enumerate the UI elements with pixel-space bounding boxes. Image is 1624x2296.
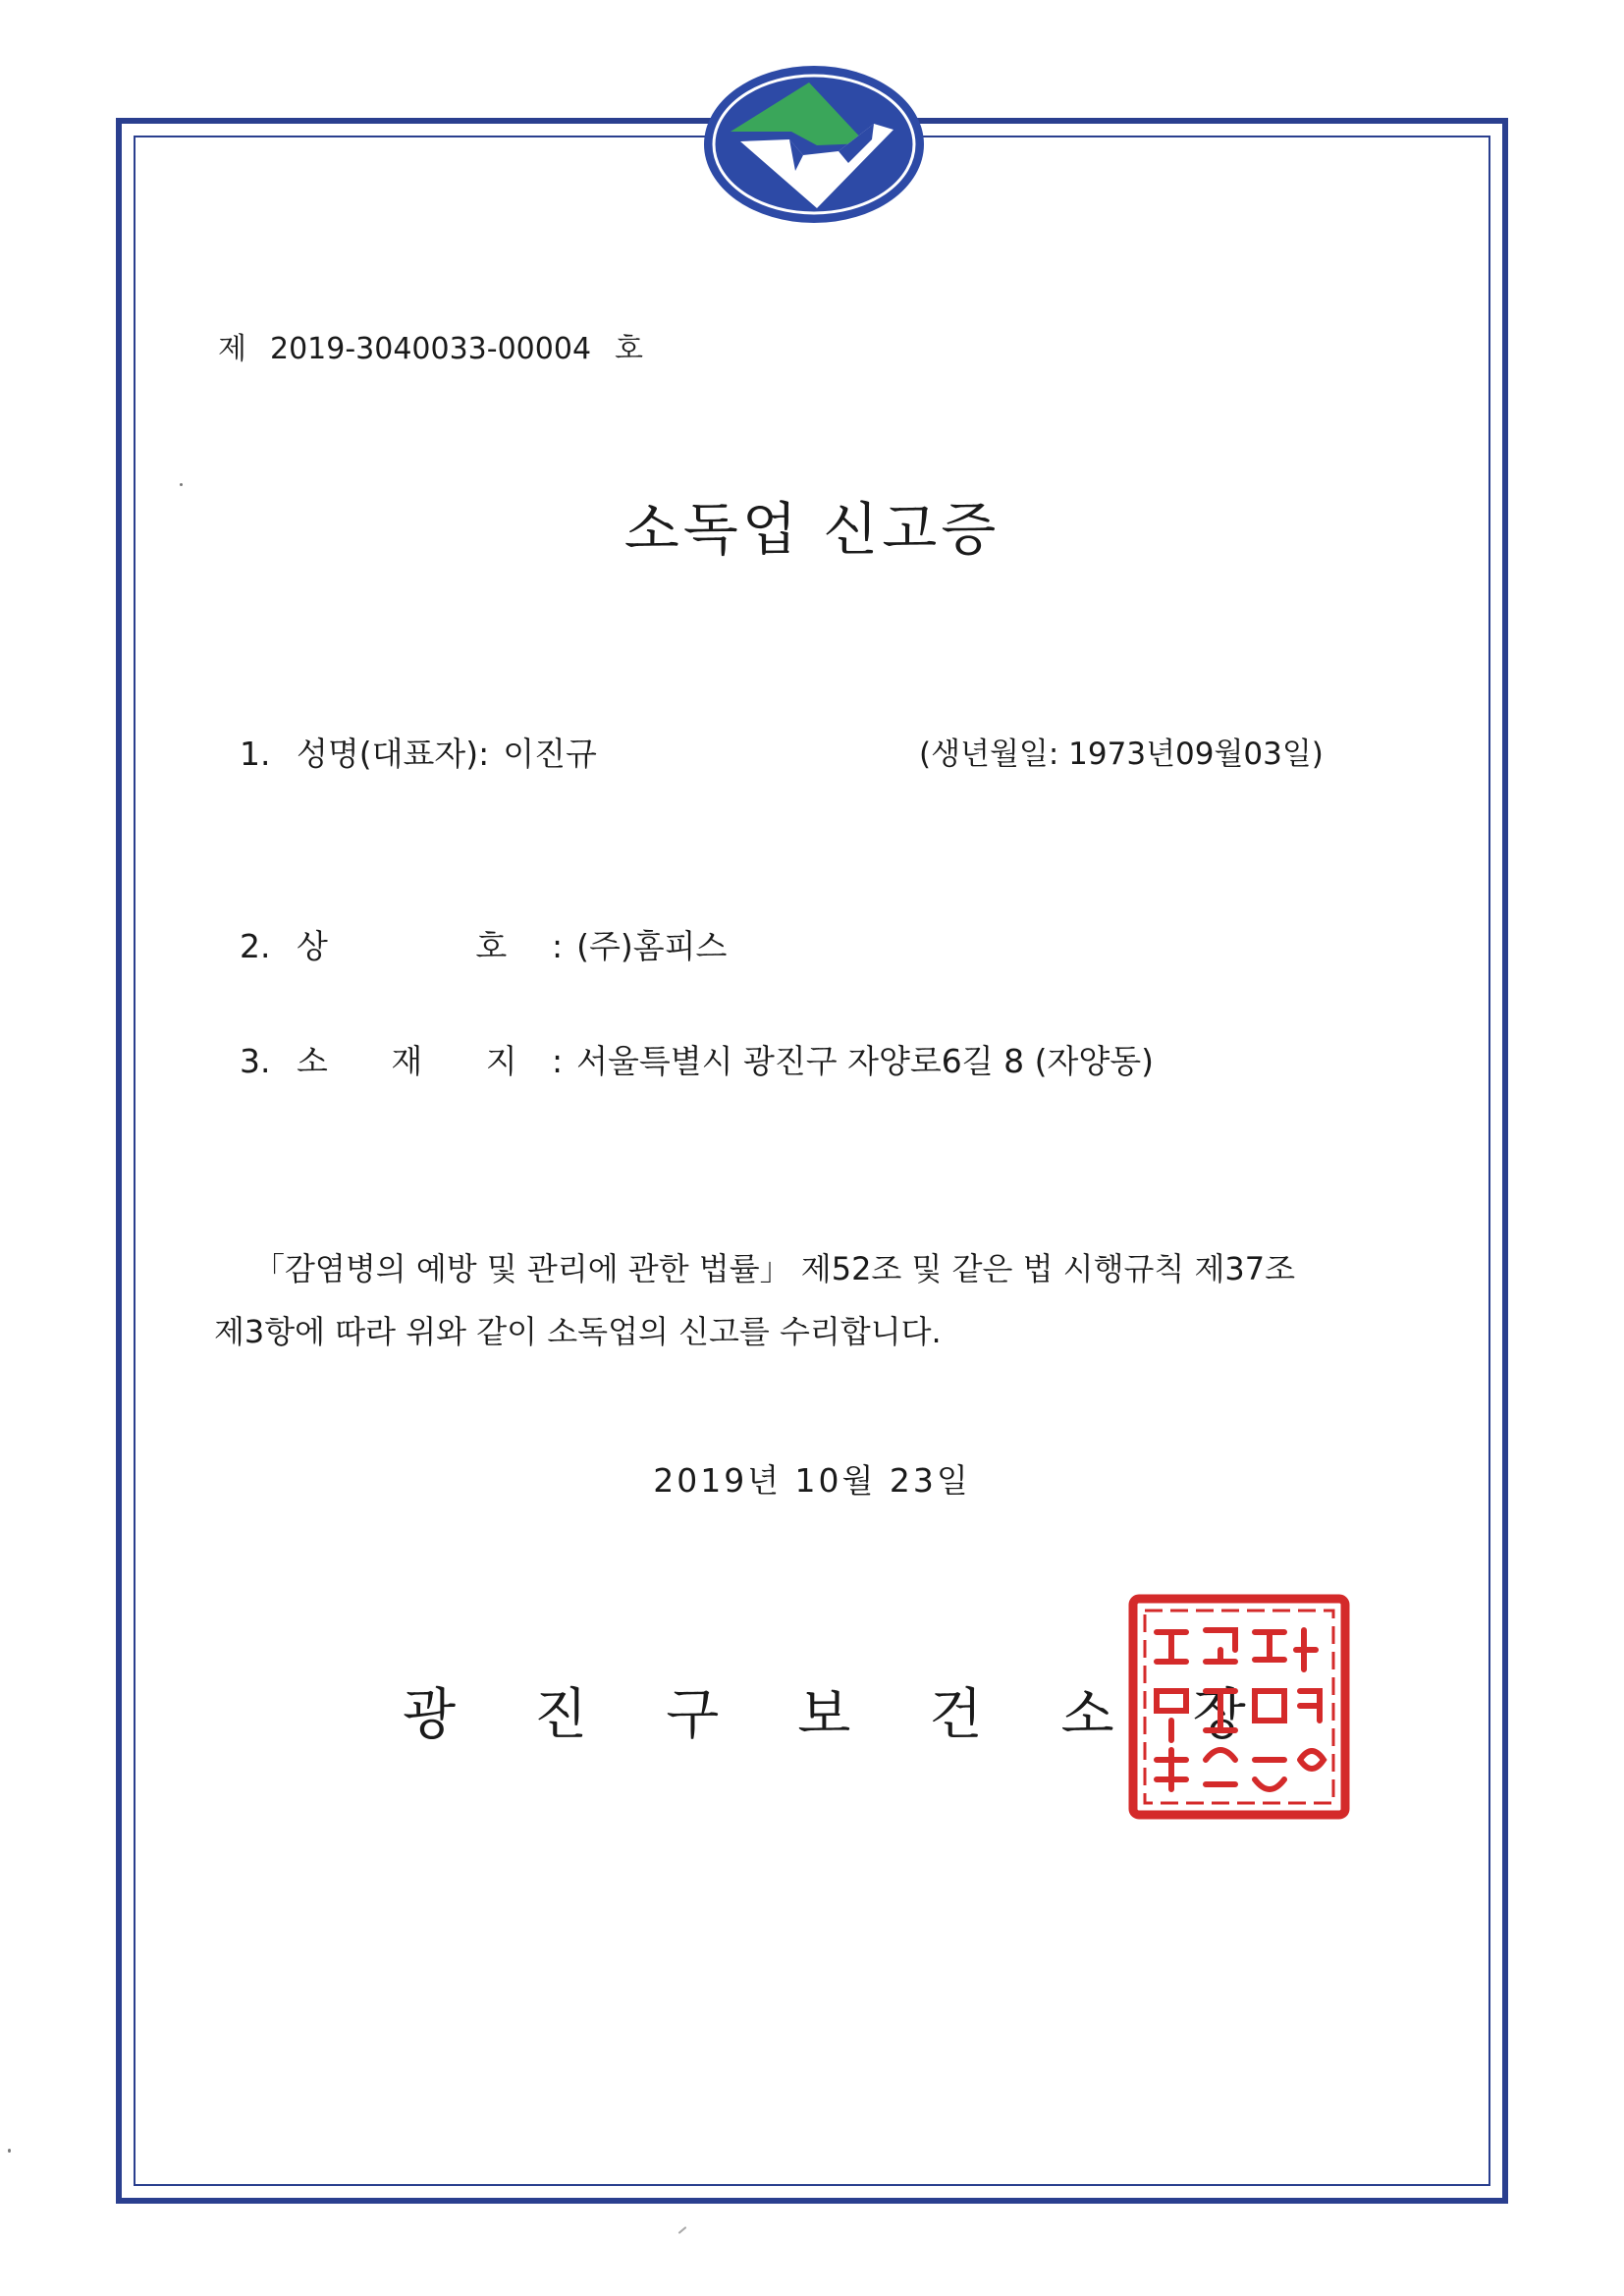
field-representative: 1. 성명(대표자): 이진규 bbox=[240, 729, 597, 775]
issuer-name: 광진구보건소장 bbox=[403, 1683, 1325, 1747]
scan-speck bbox=[678, 2226, 687, 2234]
field-number: 2. bbox=[240, 927, 271, 965]
certificate-number-suffix: 호 bbox=[615, 332, 644, 366]
body-line-1: 「감염병의 예방 및 관리에 관한 법률」 제52조 및 같은 법 시행규칙 제37조 bbox=[253, 1250, 1296, 1287]
document-title: 소독업 신고증 bbox=[623, 496, 1001, 563]
scan-speck bbox=[180, 483, 183, 486]
birth-date: (생년월일: 1973년09월03일) bbox=[919, 737, 1324, 772]
field-number: 1. bbox=[240, 735, 271, 773]
scan-speck bbox=[8, 2149, 11, 2153]
field-value: 서울특별시 광진구 자양로6길 8 (자양동) bbox=[576, 1042, 1154, 1080]
official-seal-stamp bbox=[1127, 1593, 1351, 1821]
field-label: 성명(대표자) bbox=[297, 735, 479, 773]
field-label: 소 재 지 bbox=[297, 1042, 517, 1080]
certificate-number-prefix: 제 bbox=[218, 332, 246, 366]
field-value: (주)홈피스 bbox=[576, 927, 728, 965]
certificate-number bbox=[218, 324, 643, 367]
body-line-2: 제3항에 따라 위와 같이 소독업의 신고를 수리합니다. bbox=[214, 1313, 942, 1350]
field-label: 상 호 bbox=[297, 927, 508, 965]
issue-date: 2019년 10월 23일 bbox=[653, 1461, 971, 1500]
field-business-name: 2. 상 호 : (주)홈피스 bbox=[240, 921, 727, 967]
certificate-number-value: 2019-3040033-00004 bbox=[269, 332, 592, 366]
field-address: 3. 소 재 지 : 서울특별시 광진구 자양로6길 8 (자양동) bbox=[240, 1036, 1154, 1082]
field-value: 이진규 bbox=[503, 735, 597, 773]
body-paragraph bbox=[214, 1237, 1412, 1363]
field-number: 3. bbox=[240, 1042, 271, 1080]
emblem-logo bbox=[701, 61, 927, 228]
inner-border bbox=[134, 136, 1490, 2186]
